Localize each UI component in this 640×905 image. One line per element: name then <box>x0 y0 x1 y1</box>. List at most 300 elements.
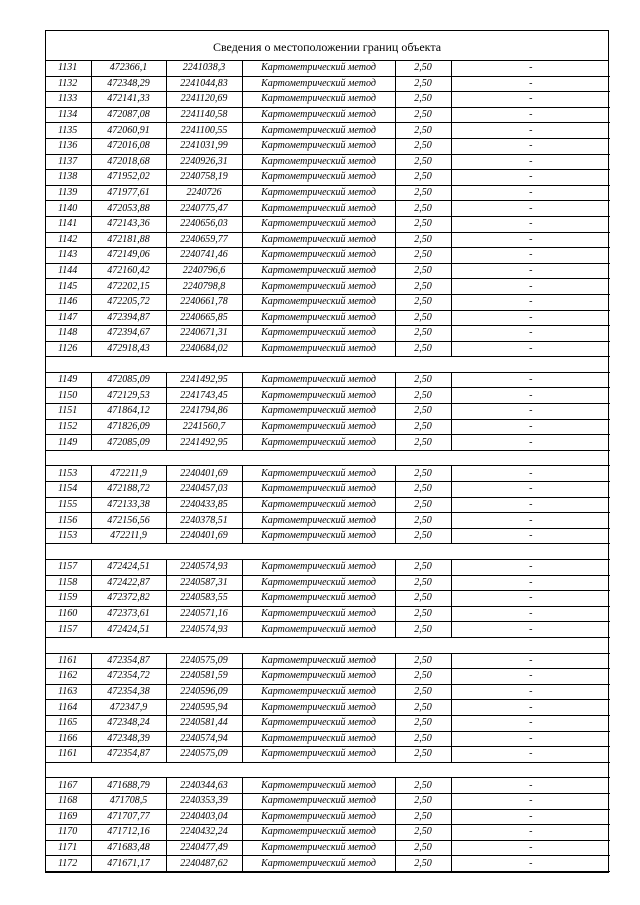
x-coordinate-cell: 472424,51 <box>91 560 166 576</box>
x-coordinate-cell: 472018,68 <box>91 154 166 170</box>
accuracy-cell: 2,50 <box>395 310 451 326</box>
separator-cell <box>46 450 610 466</box>
y-coordinate-cell: 2240574,93 <box>166 622 242 638</box>
y-coordinate-cell: 2240583,55 <box>166 591 242 607</box>
y-coordinate-cell: 2240665,85 <box>166 310 242 326</box>
y-coordinate-cell: 2240403,04 <box>166 809 242 825</box>
method-cell: Картометрический метод <box>242 263 395 279</box>
y-coordinate-cell: 2240671,31 <box>166 326 242 342</box>
x-coordinate-cell: 472211,9 <box>91 528 166 544</box>
point-number-cell: 1149 <box>46 435 91 451</box>
point-number-cell: 1132 <box>46 76 91 92</box>
method-cell: Картометрический метод <box>242 201 395 217</box>
note-cell: - <box>451 840 610 856</box>
note-cell: - <box>451 715 610 731</box>
method-cell: Картометрический метод <box>242 279 395 295</box>
point-number-cell: 1144 <box>46 263 91 279</box>
accuracy-cell: 2,50 <box>395 528 451 544</box>
point-number-cell: 1137 <box>46 154 91 170</box>
x-coordinate-cell: 472394,67 <box>91 326 166 342</box>
note-cell: - <box>451 372 610 388</box>
x-coordinate-cell: 471977,61 <box>91 185 166 201</box>
point-number-cell: 1164 <box>46 700 91 716</box>
x-coordinate-cell: 472348,29 <box>91 76 166 92</box>
point-number-cell: 1163 <box>46 684 91 700</box>
point-number-cell: 1161 <box>46 747 91 763</box>
accuracy-cell: 2,50 <box>395 513 451 529</box>
point-number-cell: 1146 <box>46 294 91 310</box>
x-coordinate-cell: 472366,1 <box>91 61 166 76</box>
y-coordinate-cell: 2241560,7 <box>166 419 242 435</box>
method-cell: Картометрический метод <box>242 341 395 357</box>
point-number-cell: 1152 <box>46 419 91 435</box>
method-cell: Картометрический метод <box>242 528 395 544</box>
note-cell: - <box>451 575 610 591</box>
note-cell: - <box>451 856 610 872</box>
method-cell: Картометрический метод <box>242 606 395 622</box>
method-cell: Картометрический метод <box>242 435 395 451</box>
note-cell: - <box>451 92 610 108</box>
note-cell: - <box>451 138 610 154</box>
note-cell: - <box>451 528 610 544</box>
table-row <box>46 591 610 607</box>
accuracy-cell: 2,50 <box>395 154 451 170</box>
y-coordinate-cell: 2240758,19 <box>166 170 242 186</box>
y-coordinate-cell: 2240659,77 <box>166 232 242 248</box>
accuracy-cell: 2,50 <box>395 482 451 498</box>
accuracy-cell: 2,50 <box>395 466 451 482</box>
method-cell: Картометрический метод <box>242 92 395 108</box>
accuracy-cell: 2,50 <box>395 747 451 763</box>
y-coordinate-cell: 2241492,95 <box>166 435 242 451</box>
accuracy-cell: 2,50 <box>395 201 451 217</box>
y-coordinate-cell: 2240656,03 <box>166 216 242 232</box>
accuracy-cell: 2,50 <box>395 388 451 404</box>
accuracy-cell: 2,50 <box>395 372 451 388</box>
accuracy-cell: 2,50 <box>395 575 451 591</box>
accuracy-cell: 2,50 <box>395 138 451 154</box>
note-cell: - <box>451 793 610 809</box>
table-row <box>46 466 610 482</box>
point-number-cell: 1155 <box>46 497 91 513</box>
x-coordinate-cell: 472143,36 <box>91 216 166 232</box>
method-cell: Картометрический метод <box>242 404 395 420</box>
y-coordinate-cell: 2240581,59 <box>166 669 242 685</box>
note-cell: - <box>451 326 610 342</box>
x-coordinate-cell: 472181,88 <box>91 232 166 248</box>
note-cell: - <box>451 248 610 264</box>
point-number-cell: 1170 <box>46 825 91 841</box>
point-number-cell: 1160 <box>46 606 91 622</box>
point-number-cell: 1134 <box>46 107 91 123</box>
table-row <box>46 840 610 856</box>
x-coordinate-cell: 472205,72 <box>91 294 166 310</box>
group-separator-row <box>46 450 610 466</box>
method-cell: Картометрический метод <box>242 809 395 825</box>
method-cell: Картометрический метод <box>242 482 395 498</box>
note-cell: - <box>451 185 610 201</box>
x-coordinate-cell: 471864,12 <box>91 404 166 420</box>
method-cell: Картометрический метод <box>242 653 395 669</box>
accuracy-cell: 2,50 <box>395 684 451 700</box>
note-cell: - <box>451 731 610 747</box>
method-cell: Картометрический метод <box>242 154 395 170</box>
method-cell: Картометрический метод <box>242 778 395 794</box>
point-number-cell: 1149 <box>46 372 91 388</box>
method-cell: Картометрический метод <box>242 825 395 841</box>
x-coordinate-cell: 472053,88 <box>91 201 166 217</box>
table-row <box>46 107 610 123</box>
table-row <box>46 170 610 186</box>
note-cell: - <box>451 310 610 326</box>
method-cell: Картометрический метод <box>242 107 395 123</box>
note-cell: - <box>451 497 610 513</box>
y-coordinate-cell: 2240798,8 <box>166 279 242 295</box>
note-cell: - <box>451 154 610 170</box>
point-number-cell: 1168 <box>46 793 91 809</box>
x-coordinate-cell: 472372,82 <box>91 591 166 607</box>
x-coordinate-cell: 472394,87 <box>91 310 166 326</box>
x-coordinate-cell: 472016,08 <box>91 138 166 154</box>
method-cell: Картометрический метод <box>242 513 395 529</box>
boundary-coordinates-sheet <box>45 30 609 873</box>
table-row <box>46 606 610 622</box>
method-cell: Картометрический метод <box>242 591 395 607</box>
x-coordinate-cell: 472211,9 <box>91 466 166 482</box>
point-number-cell: 1141 <box>46 216 91 232</box>
method-cell: Картометрический метод <box>242 497 395 513</box>
y-coordinate-cell: 2240596,09 <box>166 684 242 700</box>
table-row <box>46 123 610 139</box>
method-cell: Картометрический метод <box>242 372 395 388</box>
x-coordinate-cell: 472354,87 <box>91 747 166 763</box>
method-cell: Картометрический метод <box>242 61 395 76</box>
point-number-cell: 1136 <box>46 138 91 154</box>
table-row <box>46 513 610 529</box>
y-coordinate-cell: 2240726 <box>166 185 242 201</box>
x-coordinate-cell: 472129,53 <box>91 388 166 404</box>
y-coordinate-cell: 2240595,94 <box>166 700 242 716</box>
group-separator-row <box>46 357 610 373</box>
x-coordinate-cell: 472156,56 <box>91 513 166 529</box>
note-cell: - <box>451 341 610 357</box>
point-number-cell: 1165 <box>46 715 91 731</box>
method-cell: Картометрический метод <box>242 793 395 809</box>
method-cell: Картометрический метод <box>242 715 395 731</box>
y-coordinate-cell: 2241100,55 <box>166 123 242 139</box>
note-cell: - <box>451 653 610 669</box>
x-coordinate-cell: 471707,77 <box>91 809 166 825</box>
point-number-cell: 1126 <box>46 341 91 357</box>
note-cell: - <box>451 294 610 310</box>
y-coordinate-cell: 2240587,31 <box>166 575 242 591</box>
y-coordinate-cell: 2240401,69 <box>166 466 242 482</box>
point-number-cell: 1169 <box>46 809 91 825</box>
y-coordinate-cell: 2241031,99 <box>166 138 242 154</box>
note-cell: - <box>451 216 610 232</box>
y-coordinate-cell: 2240575,09 <box>166 653 242 669</box>
note-cell: - <box>451 263 610 279</box>
table-row <box>46 482 610 498</box>
y-coordinate-cell: 2240432,24 <box>166 825 242 841</box>
table-row <box>46 856 610 872</box>
note-cell: - <box>451 232 610 248</box>
note-cell: - <box>451 123 610 139</box>
note-cell: - <box>451 809 610 825</box>
y-coordinate-cell: 2240344,63 <box>166 778 242 794</box>
y-coordinate-cell: 2240487,62 <box>166 856 242 872</box>
note-cell: - <box>451 107 610 123</box>
method-cell: Картометрический метод <box>242 123 395 139</box>
note-cell: - <box>451 76 610 92</box>
coordinates-table <box>46 61 610 872</box>
point-number-cell: 1147 <box>46 310 91 326</box>
x-coordinate-cell: 471712,16 <box>91 825 166 841</box>
accuracy-cell: 2,50 <box>395 232 451 248</box>
note-cell: - <box>451 669 610 685</box>
table-row <box>46 793 610 809</box>
note-cell: - <box>451 170 610 186</box>
note-cell: - <box>451 684 610 700</box>
accuracy-cell: 2,50 <box>395 840 451 856</box>
point-number-cell: 1145 <box>46 279 91 295</box>
point-number-cell: 1172 <box>46 856 91 872</box>
accuracy-cell: 2,50 <box>395 404 451 420</box>
y-coordinate-cell: 2240353,39 <box>166 793 242 809</box>
accuracy-cell: 2,50 <box>395 793 451 809</box>
table-row <box>46 653 610 669</box>
table-row <box>46 622 610 638</box>
y-coordinate-cell: 2241794,86 <box>166 404 242 420</box>
point-number-cell: 1151 <box>46 404 91 420</box>
x-coordinate-cell: 472354,72 <box>91 669 166 685</box>
point-number-cell: 1157 <box>46 560 91 576</box>
method-cell: Картометрический метод <box>242 731 395 747</box>
accuracy-cell: 2,50 <box>395 92 451 108</box>
note-cell: - <box>451 606 610 622</box>
table-row <box>46 263 610 279</box>
method-cell: Картометрический метод <box>242 388 395 404</box>
y-coordinate-cell: 2240571,16 <box>166 606 242 622</box>
x-coordinate-cell: 472202,15 <box>91 279 166 295</box>
accuracy-cell: 2,50 <box>395 279 451 295</box>
x-coordinate-cell: 472149,06 <box>91 248 166 264</box>
method-cell: Картометрический метод <box>242 840 395 856</box>
accuracy-cell: 2,50 <box>395 560 451 576</box>
group-separator-row <box>46 637 610 653</box>
note-cell: - <box>451 560 610 576</box>
table-row <box>46 372 610 388</box>
method-cell: Картометрический метод <box>242 560 395 576</box>
note-cell: - <box>451 435 610 451</box>
accuracy-cell: 2,50 <box>395 778 451 794</box>
table-row <box>46 310 610 326</box>
accuracy-cell: 2,50 <box>395 61 451 76</box>
accuracy-cell: 2,50 <box>395 263 451 279</box>
group-separator-row <box>46 762 610 778</box>
note-cell: - <box>451 513 610 529</box>
table-row <box>46 279 610 295</box>
method-cell: Картометрический метод <box>242 294 395 310</box>
separator-cell <box>46 544 610 560</box>
accuracy-cell: 2,50 <box>395 715 451 731</box>
note-cell: - <box>451 466 610 482</box>
x-coordinate-cell: 471683,48 <box>91 840 166 856</box>
separator-cell <box>46 637 610 653</box>
x-coordinate-cell: 472085,09 <box>91 372 166 388</box>
accuracy-cell: 2,50 <box>395 107 451 123</box>
point-number-cell: 1159 <box>46 591 91 607</box>
table-row <box>46 61 610 76</box>
table-row <box>46 294 610 310</box>
accuracy-cell: 2,50 <box>395 700 451 716</box>
x-coordinate-cell: 471826,09 <box>91 419 166 435</box>
separator-cell <box>46 762 610 778</box>
x-coordinate-cell: 472918,43 <box>91 341 166 357</box>
accuracy-cell: 2,50 <box>395 419 451 435</box>
point-number-cell: 1148 <box>46 326 91 342</box>
point-number-cell: 1166 <box>46 731 91 747</box>
y-coordinate-cell: 2240581,44 <box>166 715 242 731</box>
table-row <box>46 216 610 232</box>
table-row <box>46 341 610 357</box>
point-number-cell: 1158 <box>46 575 91 591</box>
point-number-cell: 1131 <box>46 61 91 76</box>
point-number-cell: 1138 <box>46 170 91 186</box>
table-row <box>46 138 610 154</box>
method-cell: Картометрический метод <box>242 419 395 435</box>
y-coordinate-cell: 2241044,83 <box>166 76 242 92</box>
accuracy-cell: 2,50 <box>395 341 451 357</box>
table-row <box>46 326 610 342</box>
method-cell: Картометрический метод <box>242 232 395 248</box>
group-separator-row <box>46 544 610 560</box>
y-coordinate-cell: 2241140,58 <box>166 107 242 123</box>
method-cell: Картометрический метод <box>242 622 395 638</box>
table-row <box>46 201 610 217</box>
y-coordinate-cell: 2241120,69 <box>166 92 242 108</box>
table-row <box>46 715 610 731</box>
note-cell: - <box>451 825 610 841</box>
table-row <box>46 248 610 264</box>
accuracy-cell: 2,50 <box>395 76 451 92</box>
note-cell: - <box>451 419 610 435</box>
accuracy-cell: 2,50 <box>395 856 451 872</box>
accuracy-cell: 2,50 <box>395 294 451 310</box>
accuracy-cell: 2,50 <box>395 591 451 607</box>
accuracy-cell: 2,50 <box>395 326 451 342</box>
note-cell: - <box>451 388 610 404</box>
accuracy-cell: 2,50 <box>395 809 451 825</box>
x-coordinate-cell: 471688,79 <box>91 778 166 794</box>
point-number-cell: 1171 <box>46 840 91 856</box>
accuracy-cell: 2,50 <box>395 606 451 622</box>
note-cell: - <box>451 482 610 498</box>
method-cell: Картометрический метод <box>242 684 395 700</box>
x-coordinate-cell: 472354,87 <box>91 653 166 669</box>
y-coordinate-cell: 2241492,95 <box>166 372 242 388</box>
table-row <box>46 76 610 92</box>
accuracy-cell: 2,50 <box>395 123 451 139</box>
table-row <box>46 92 610 108</box>
x-coordinate-cell: 472348,39 <box>91 731 166 747</box>
accuracy-cell: 2,50 <box>395 435 451 451</box>
y-coordinate-cell: 2240477,49 <box>166 840 242 856</box>
y-coordinate-cell: 2240775,47 <box>166 201 242 217</box>
x-coordinate-cell: 472354,38 <box>91 684 166 700</box>
accuracy-cell: 2,50 <box>395 669 451 685</box>
table-row <box>46 809 610 825</box>
table-row <box>46 404 610 420</box>
point-number-cell: 1140 <box>46 201 91 217</box>
accuracy-cell: 2,50 <box>395 653 451 669</box>
table-row <box>46 232 610 248</box>
y-coordinate-cell: 2240661,78 <box>166 294 242 310</box>
note-cell: - <box>451 778 610 794</box>
point-number-cell: 1139 <box>46 185 91 201</box>
point-number-cell: 1162 <box>46 669 91 685</box>
method-cell: Картометрический метод <box>242 856 395 872</box>
method-cell: Картометрический метод <box>242 700 395 716</box>
point-number-cell: 1143 <box>46 248 91 264</box>
y-coordinate-cell: 2241038,3 <box>166 61 242 76</box>
accuracy-cell: 2,50 <box>395 497 451 513</box>
point-number-cell: 1154 <box>46 482 91 498</box>
x-coordinate-cell: 471671,17 <box>91 856 166 872</box>
x-coordinate-cell: 472424,51 <box>91 622 166 638</box>
note-cell: - <box>451 700 610 716</box>
method-cell: Картометрический метод <box>242 170 395 186</box>
y-coordinate-cell: 2241743,45 <box>166 388 242 404</box>
point-number-cell: 1135 <box>46 123 91 139</box>
accuracy-cell: 2,50 <box>395 731 451 747</box>
table-row <box>46 560 610 576</box>
accuracy-cell: 2,50 <box>395 216 451 232</box>
table-row <box>46 185 610 201</box>
x-coordinate-cell: 472060,91 <box>91 123 166 139</box>
table-row <box>46 700 610 716</box>
y-coordinate-cell: 2240401,69 <box>166 528 242 544</box>
page-title: Сведения о местоположении границ объекта <box>46 31 608 61</box>
method-cell: Картометрический метод <box>242 310 395 326</box>
y-coordinate-cell: 2240684,02 <box>166 341 242 357</box>
x-coordinate-cell: 472348,24 <box>91 715 166 731</box>
note-cell: - <box>451 622 610 638</box>
y-coordinate-cell: 2240926,31 <box>166 154 242 170</box>
accuracy-cell: 2,50 <box>395 170 451 186</box>
point-number-cell: 1150 <box>46 388 91 404</box>
y-coordinate-cell: 2240378,51 <box>166 513 242 529</box>
table-row <box>46 419 610 435</box>
accuracy-cell: 2,50 <box>395 622 451 638</box>
table-row <box>46 825 610 841</box>
method-cell: Картометрический метод <box>242 185 395 201</box>
note-cell: - <box>451 201 610 217</box>
table-row <box>46 388 610 404</box>
y-coordinate-cell: 2240433,85 <box>166 497 242 513</box>
method-cell: Картометрический метод <box>242 669 395 685</box>
separator-cell <box>46 357 610 373</box>
point-number-cell: 1161 <box>46 653 91 669</box>
y-coordinate-cell: 2240574,94 <box>166 731 242 747</box>
y-coordinate-cell: 2240457,03 <box>166 482 242 498</box>
method-cell: Картометрический метод <box>242 76 395 92</box>
note-cell: - <box>451 61 610 76</box>
note-cell: - <box>451 591 610 607</box>
point-number-cell: 1142 <box>46 232 91 248</box>
method-cell: Картометрический метод <box>242 138 395 154</box>
y-coordinate-cell: 2240796,6 <box>166 263 242 279</box>
